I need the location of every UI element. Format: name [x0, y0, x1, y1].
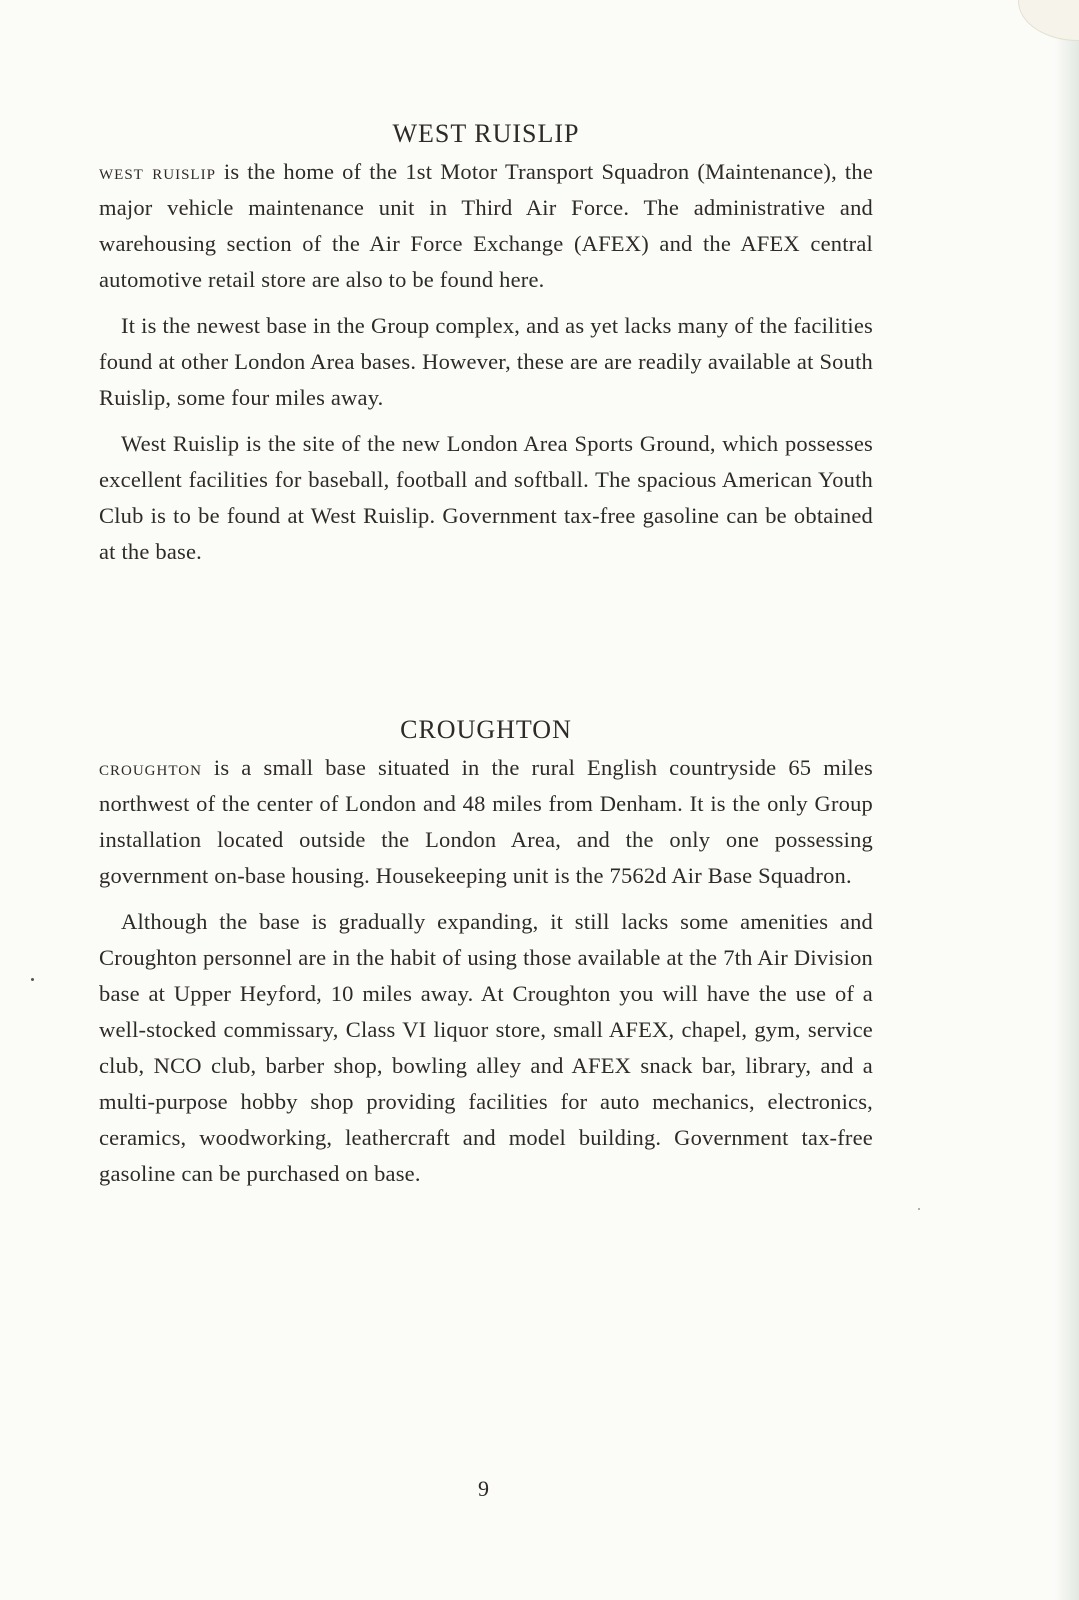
paragraph [99, 750, 873, 894]
section-title: CROUGHTON [400, 715, 572, 744]
section-west-ruislip [99, 116, 873, 580]
paragraph: Although the base is gradually expanding, it still lacks some amenities and Croughton personnel are in the habit of using those available at the 7th Air Division base at Upper Heyford, 10 miles away. At Croughton you will have the use of a well-stocked commissary, Class VI liquor store, small AFEX, chapel, gym, service club, NCO club, barber shop, bowling alley and AFEX snack bar, library, and a multi-purpose hobby shop providing facilities for auto mechanics, electronics, ceramics, woodworking, leathercraft and model building. Government tax-free gasoline can be purchased on base. [99, 909, 873, 1186]
page-edge [1055, 0, 1079, 1600]
paragraph: West Ruislip is the site of the new London Area Sports Ground, which possesses excellent facilities for baseball, football and softball. The spacious American Youth Club is to be found at West Ruislip. Government tax-free gasoline can be obtained at the base. [99, 431, 873, 564]
paragraph-text: is a small base situated in the rural English countryside 65 miles northwest of the center of London and 48 miles from Denham. It is the only Group installation located outside the London Area, and the only one possessing government on-base housing. Housekeeping unit is the 7562d Air Base Squadron. [99, 755, 873, 888]
lead-in: croughton [99, 756, 202, 780]
page-number: 9 [478, 1476, 489, 1501]
paragraph [99, 154, 873, 298]
section-title: WEST RUISLIP [392, 119, 580, 148]
paragraph: It is the newest base in the Group complex, and as yet lacks many of the facilities found at other London Area bases. However, these are are readily available at South Ruislip, some four miles away. [99, 313, 873, 410]
stray-mark [918, 1208, 920, 1210]
lead-in: west ruislip [99, 160, 216, 184]
page-corner-fold [1018, 0, 1079, 41]
stray-mark [31, 978, 34, 981]
section-croughton [99, 712, 873, 1202]
paragraph-text: is the home of the 1st Motor Transport Squadron (Maintenance), the major vehicle maintenance unit in Third Air Force. The administrative and warehousing section of the Air Force Exchange (AFEX) and the AFEX central automotive retail store are also to be found here. [99, 159, 874, 292]
